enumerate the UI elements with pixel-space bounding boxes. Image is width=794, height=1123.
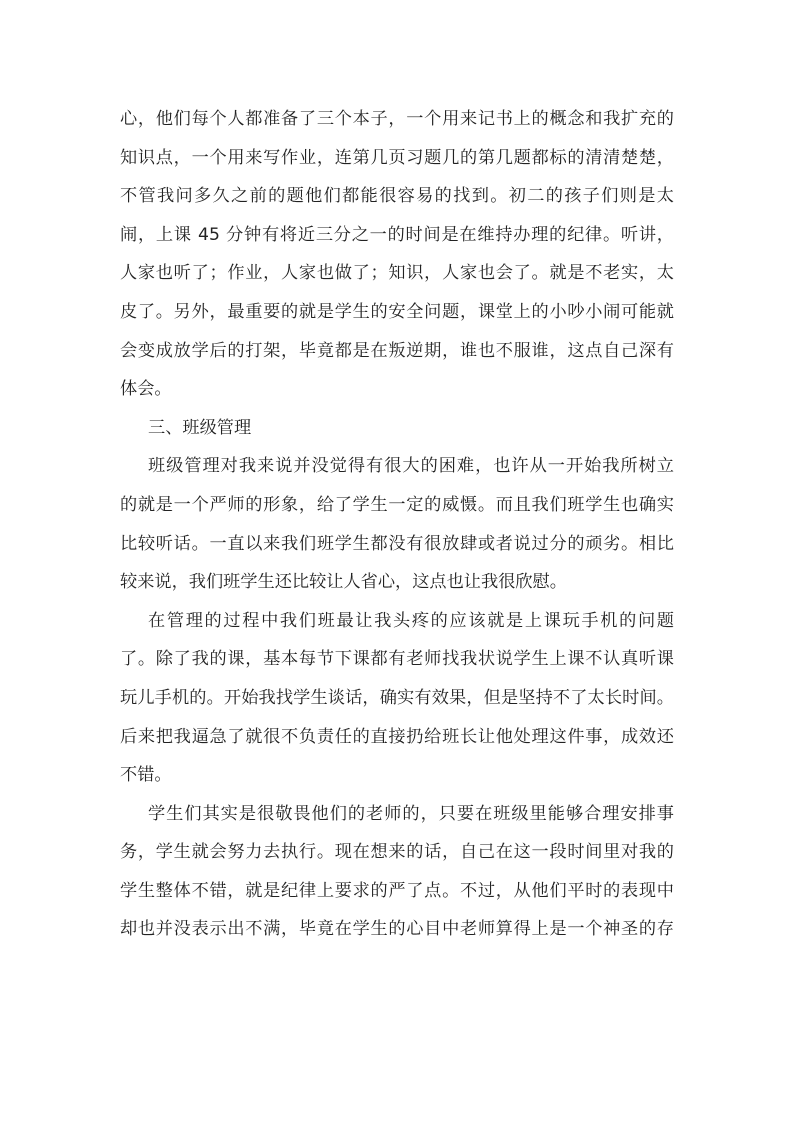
paragraph-line: 知识点，一个用来写作业，连第几页习题几的第几题都标的清清楚楚， [120,147,674,168]
document-page [120,100,674,949]
paragraph-line: 却也并没表示出不满，毕竟在学生的心目中老师算得上是一个神圣的存 [120,919,674,940]
paragraph-line: 学生整体不错，就是纪律上要求的严了点。不过，从他们平时的表现中 [120,880,674,901]
paragraph-line: 在管理的过程中我们班最让我头疼的应该就是上课玩手机的问题 [148,610,674,631]
paragraph-2 [120,447,674,601]
paragraph-line: 后来把我逼急了就很不负责任的直接扔给班长让他处理这件事，成效还 [120,726,674,747]
paragraph-line: 不错。 [120,765,172,786]
paragraph-line: 比较听话。一直以来我们班学生都没有很放肆或者说过分的顽劣。相比 [120,533,674,554]
paragraph-line: 闹，上课 45 分钟有将近三分之一的时间是在维持办理的纪律。听讲， [120,224,674,245]
paragraph-line: 皮了。另外，最重要的就是学生的安全问题，课堂上的小吵小闹可能就 [120,301,674,322]
paragraph-line: 较来说，我们班学生还比较让人省心，这点也让我很欣慰。 [120,572,567,593]
paragraph-4 [120,795,674,949]
paragraph-line: 玩儿手机的。开始我找学生谈话，确实有效果，但是坚持不了太长时间。 [120,687,674,708]
paragraph-line: 体会。 [120,379,172,400]
paragraph-line: 务，学生就会努力去执行。现在想来的话，自己在这一段时间里对我的 [120,842,674,863]
paragraph-line: 心，他们每个人都准备了三个本子，一个用来记书上的概念和我扩充的 [120,109,674,129]
paragraph-line: 班级管理对我来说并没觉得有很大的困难，也许从一开始我所树立 [148,456,674,477]
paragraph-line: 了。除了我的课，基本每节下课都有老师找我状说学生上课不认真听课 [120,649,674,670]
paragraph-line: 的就是一个严师的形象，给了学生一定的威慑。而且我们班学生也确实 [120,494,674,515]
paragraph-line: 不管我问多久之前的题他们都能很容易的找到。初二的孩子们则是太 [120,186,674,207]
paragraph-line: 学生们其实是很敬畏他们的老师的，只要在班级里能够合理安排事 [148,803,674,824]
paragraph-3 [120,602,674,795]
section-heading: 三、班级管理 [148,417,252,438]
paragraph-line: 会变成放学后的打架，毕竟都是在叛逆期，谁也不服谁，这点自己深有 [120,340,674,361]
paragraph-line: 人家也听了；作业，人家也做了；知识，人家也会了。就是不老实，太 [120,263,674,284]
paragraph-1 [120,100,674,409]
